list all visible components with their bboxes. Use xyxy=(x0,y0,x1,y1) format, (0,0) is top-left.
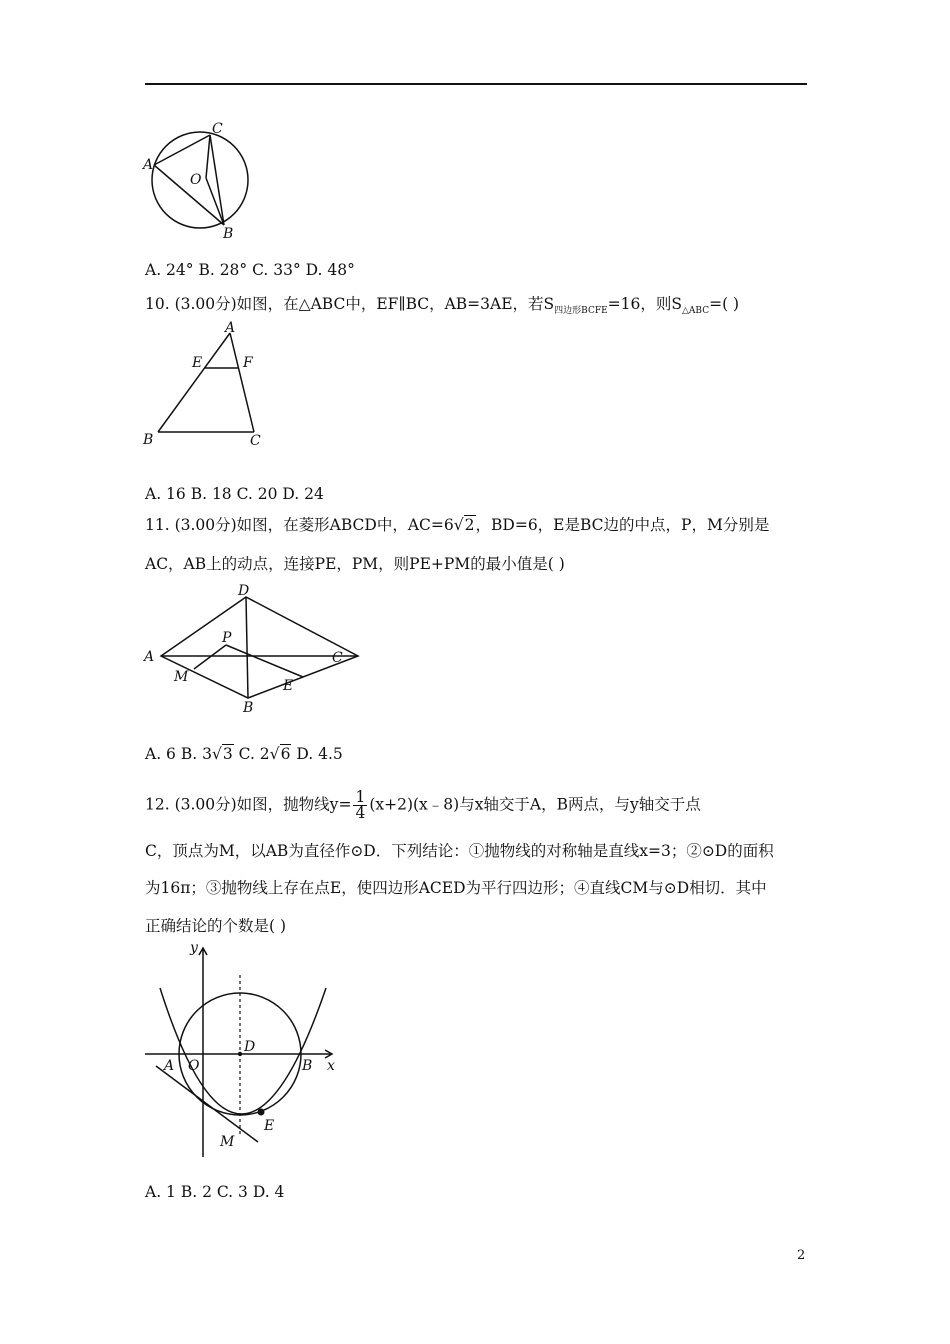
q12-label-x: x xyxy=(327,1058,335,1074)
q10-sub-a: 四边形BCFE xyxy=(554,306,608,317)
q10-stem-b: =16，则S xyxy=(607,295,682,313)
q12-label-o: O xyxy=(188,1058,200,1074)
q12-label-m: M xyxy=(220,1134,235,1150)
q11-label-m: M xyxy=(174,669,189,685)
q10-sub-b: △ABC xyxy=(682,306,710,317)
header-rule xyxy=(145,83,807,85)
q10-label-a: A xyxy=(225,320,236,336)
q12-label-b: B xyxy=(302,1058,313,1074)
q12-label-d: D xyxy=(244,1039,256,1055)
q12-line1 xyxy=(145,790,701,821)
q9-label-c: C xyxy=(212,121,223,137)
q12-frac-num: 1 xyxy=(355,788,366,806)
q9-options: A. 24° B. 28° C. 33° D. 48° xyxy=(145,261,355,279)
q11-opt-sqrt2: 6 xyxy=(280,745,291,763)
q12-label-y: y xyxy=(190,940,198,956)
q11-label-p: P xyxy=(222,630,232,646)
q11-line1: 11. (3.00分)如图，在菱形ABCD中，AC=6√2，BD=6，E是BC边的中点，P，M分别是 xyxy=(145,516,770,534)
q9-label-b: B xyxy=(223,226,234,242)
q10-label-c: C xyxy=(250,433,261,449)
q10-label-f: F xyxy=(243,355,253,371)
q12-line2: C，顶点为M，以AB为直径作⊙D．下列结论：①抛物线的对称轴是直线x=3；②⊙D的面积 xyxy=(145,842,774,860)
q11-options: A. 6 B. 3√3 C. 2√6 D. 4.5 xyxy=(145,745,343,763)
q11-rhombus-figure xyxy=(140,580,360,715)
q11-label-c: C xyxy=(332,650,343,666)
q11-opt-sqrt1: 3 xyxy=(222,745,233,763)
q10-stem-c: =( ) xyxy=(709,295,740,313)
q12-frac-den: 4 xyxy=(355,804,366,822)
q10-options: A. 16 B. 18 C. 20 D. 24 xyxy=(145,485,324,503)
q11-line2: AC，AB上的动点，连接PE，PM，则PE+PM的最小值是( ) xyxy=(145,555,565,573)
q12-line4: 正确结论的个数是( ) xyxy=(145,917,287,935)
q12-line3: 为16π；③抛物线上存在点E，使四边形ACED为平行四边形；④直线CM与⊙D相切．其中 xyxy=(145,879,767,897)
q10-triangle-figure xyxy=(140,318,280,453)
q11-opt-b: C. 2 xyxy=(233,745,270,763)
q10-label-b: B xyxy=(143,432,154,448)
q11-line1-a: 11. (3.00分)如图，在菱形ABCD中，AC=6 xyxy=(145,516,454,534)
q12-label-a: A xyxy=(164,1058,175,1074)
q12-line1-b: (x+2)(x﹣8)与x轴交于A，B两点，与y轴交于点 xyxy=(369,795,701,814)
q12-parabola-figure xyxy=(140,940,350,1160)
q12-fraction xyxy=(353,790,367,821)
q9-label-a: A xyxy=(143,157,154,173)
page-number: 2 xyxy=(797,1248,806,1263)
q11-sqrt: 2 xyxy=(464,516,475,534)
q9-label-o: O xyxy=(190,172,202,188)
q12-label-e: E xyxy=(264,1118,275,1134)
q9-circle-figure xyxy=(140,118,260,243)
q11-label-a: A xyxy=(144,649,155,665)
q12-options: A. 1 B. 2 C. 3 D. 4 xyxy=(145,1183,285,1201)
q11-line1-b: ，BD=6，E是BC边的中点，P，M分别是 xyxy=(475,516,770,534)
q10-stem-a: 10. (3.00分)如图，在△ABC中，EF∥BC，AB=3AE，若S xyxy=(145,295,555,313)
q11-opt-a: A. 6 B. 3 xyxy=(145,745,212,763)
q11-opt-c: D. 4.5 xyxy=(291,745,343,763)
q11-label-d: D xyxy=(238,583,250,599)
q11-label-b: B xyxy=(243,700,254,715)
q10-label-e: E xyxy=(192,355,203,371)
q12-line1-a: 12. (3.00分)如图，抛物线y= xyxy=(145,795,352,814)
q11-label-e: E xyxy=(283,678,294,694)
